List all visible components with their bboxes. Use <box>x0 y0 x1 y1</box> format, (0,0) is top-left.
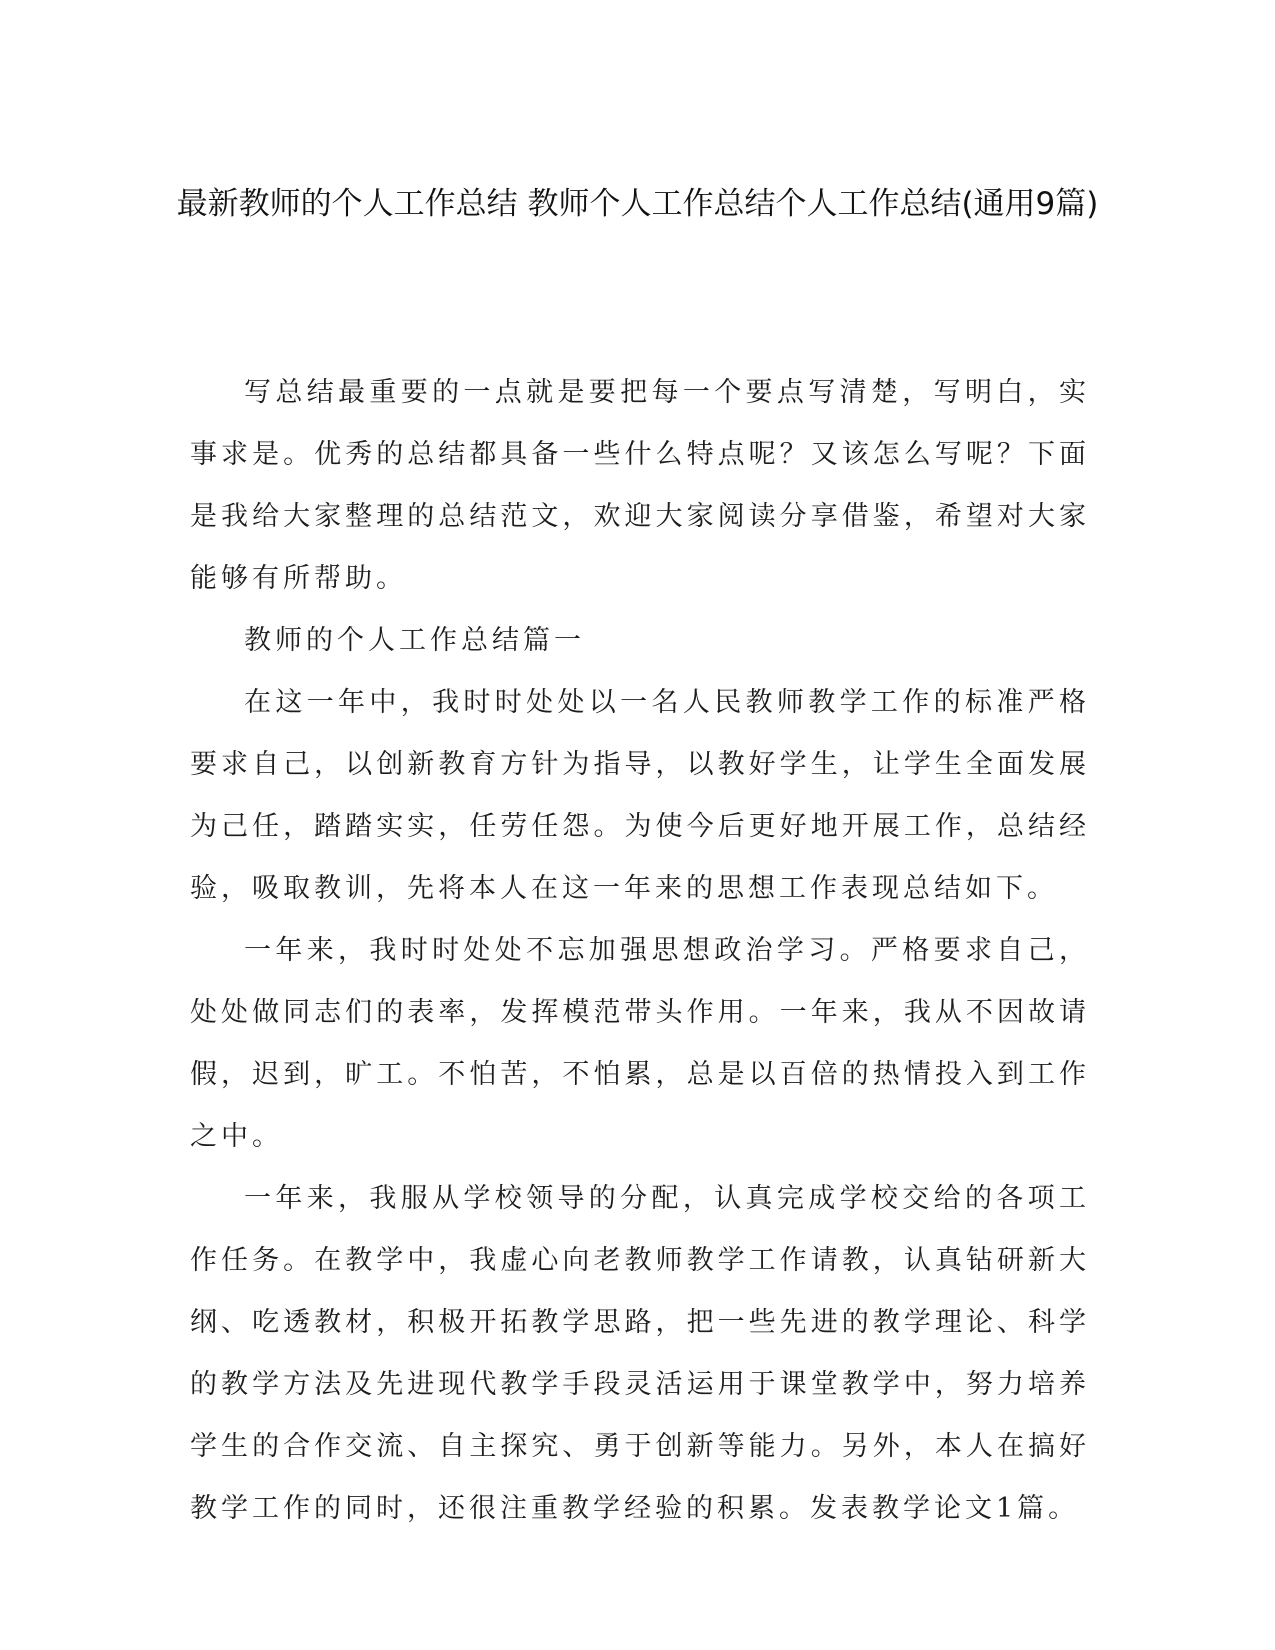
intro-paragraph: 写总结最重要的一点就是要把每一个要点写清楚，写明白，实事求是。优秀的总结都具备一些什么特点呢？又该怎么写呢？下面是我给大家整理的总结范文，欢迎大家阅读分享借鉴，希望对大家能够有所帮助。 <box>190 377 1090 594</box>
document-title: 最新教师的个人工作总结 教师个人工作总结个人工作总结(通用9篇) <box>176 186 1099 222</box>
body-paragraph: 在这一年中，我时时处处以一名人民教师教学工作的标准严格要求自己，以创新教育方针为指导，以教好学生，让学生全面发展为己任，踏踏实实，任劳任怨。为使今后更好地开展工作，总结经验，吸取教训，先将本人在这一年来的思想工作表现总结如下。 <box>190 687 1090 904</box>
document-body <box>190 362 1090 1540</box>
section-heading: 教师的个人工作总结篇一 <box>244 625 585 656</box>
body-paragraph: 一年来，我服从学校领导的分配，认真完成学校交给的各项工作任务。在教学中，我虚心向老教师教学工作请教，认真钻研新大纲、吃透教材，积极开拓教学思路，把一些先进的教学理论、科学的教学方法及先进现代教学手段灵活运用于课堂教学中，努力培养学生的合作交流、自主探究、勇于创新等能力。另外，本人在搞好教学工作的同时，还很注重教学经验的积累。发表教学论文1篇。 <box>190 1183 1090 1524</box>
body-paragraph: 一年来，我时时处处不忘加强思想政治学习。严格要求自己，处处做同志们的表率，发挥模范带头作用。一年来，我从不因故请假，迟到，旷工。不怕苦，不怕累，总是以百倍的热情投入到工作之中。 <box>190 935 1090 1152</box>
